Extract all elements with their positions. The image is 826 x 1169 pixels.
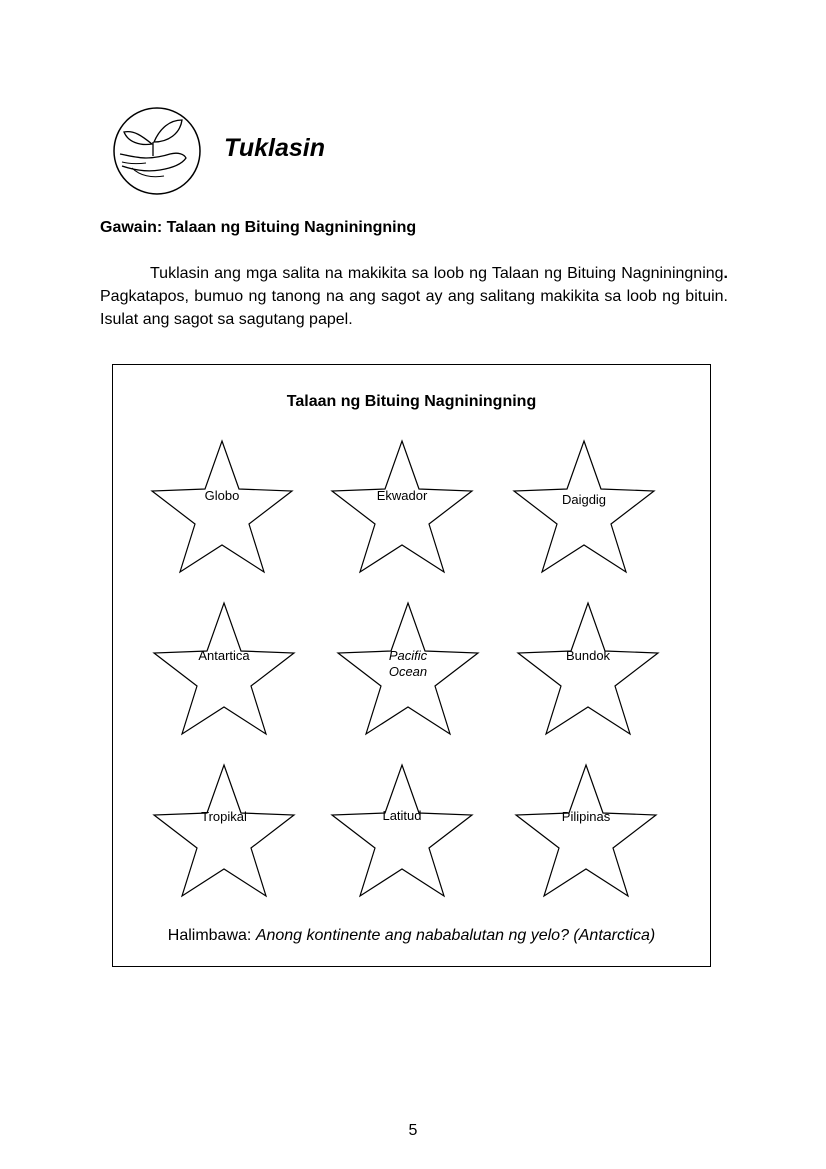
activity-title: Gawain: Talaan ng Bituing Nagniningning — [100, 219, 417, 236]
star-globo — [149, 439, 295, 575]
star-tropikal — [151, 763, 297, 899]
section-title: Tuklasin — [224, 134, 325, 162]
star-word: Globo — [204, 488, 240, 503]
star-ekwador — [329, 439, 475, 575]
instructions-text-1: Tuklasin ang mga salita na makikita sa loob ng Talaan ng Bituing Nagniningning — [150, 265, 724, 282]
star-word: Latitud — [382, 808, 422, 823]
star-pilipinas — [513, 763, 659, 899]
star-word-line2: Ocean — [388, 664, 428, 679]
star-word: Daigdig — [561, 492, 607, 507]
instructions-bold-period: . — [723, 265, 728, 282]
example-question: Anong kontinente ang nababalutan ng yelo? (Antarctica) — [255, 927, 656, 944]
star-table-box — [112, 364, 711, 967]
example-label: Halimbawa: — [167, 927, 252, 944]
star-word: Pilipinas — [561, 809, 611, 824]
star-antartica — [151, 601, 297, 737]
star-daigdig — [511, 439, 657, 575]
star-word: Ekwador — [376, 488, 428, 503]
star-word: Bundok — [565, 648, 611, 663]
star-word — [335, 648, 481, 680]
star-word-line1: Pacific — [388, 648, 428, 663]
star-word: Tropikal — [201, 809, 247, 824]
page-number: 5 — [408, 1122, 418, 1139]
star-latitud — [329, 763, 475, 899]
example-line — [113, 927, 710, 945]
star-table-title: Talaan ng Bituing Nagniningning — [286, 393, 537, 410]
instructions-paragraph — [100, 262, 728, 331]
star-word: Antartica — [198, 648, 250, 663]
hand-with-sprout-icon — [112, 106, 202, 196]
star-bundok — [515, 601, 661, 737]
star-pacific-ocean — [335, 601, 481, 737]
instructions-text-2: Pagkatapos, bumuo ng tanong na ang sagot ay ang salitang makikita sa loob ng bituin. Isulat ang sagot sa sagutang papel. — [100, 288, 728, 328]
